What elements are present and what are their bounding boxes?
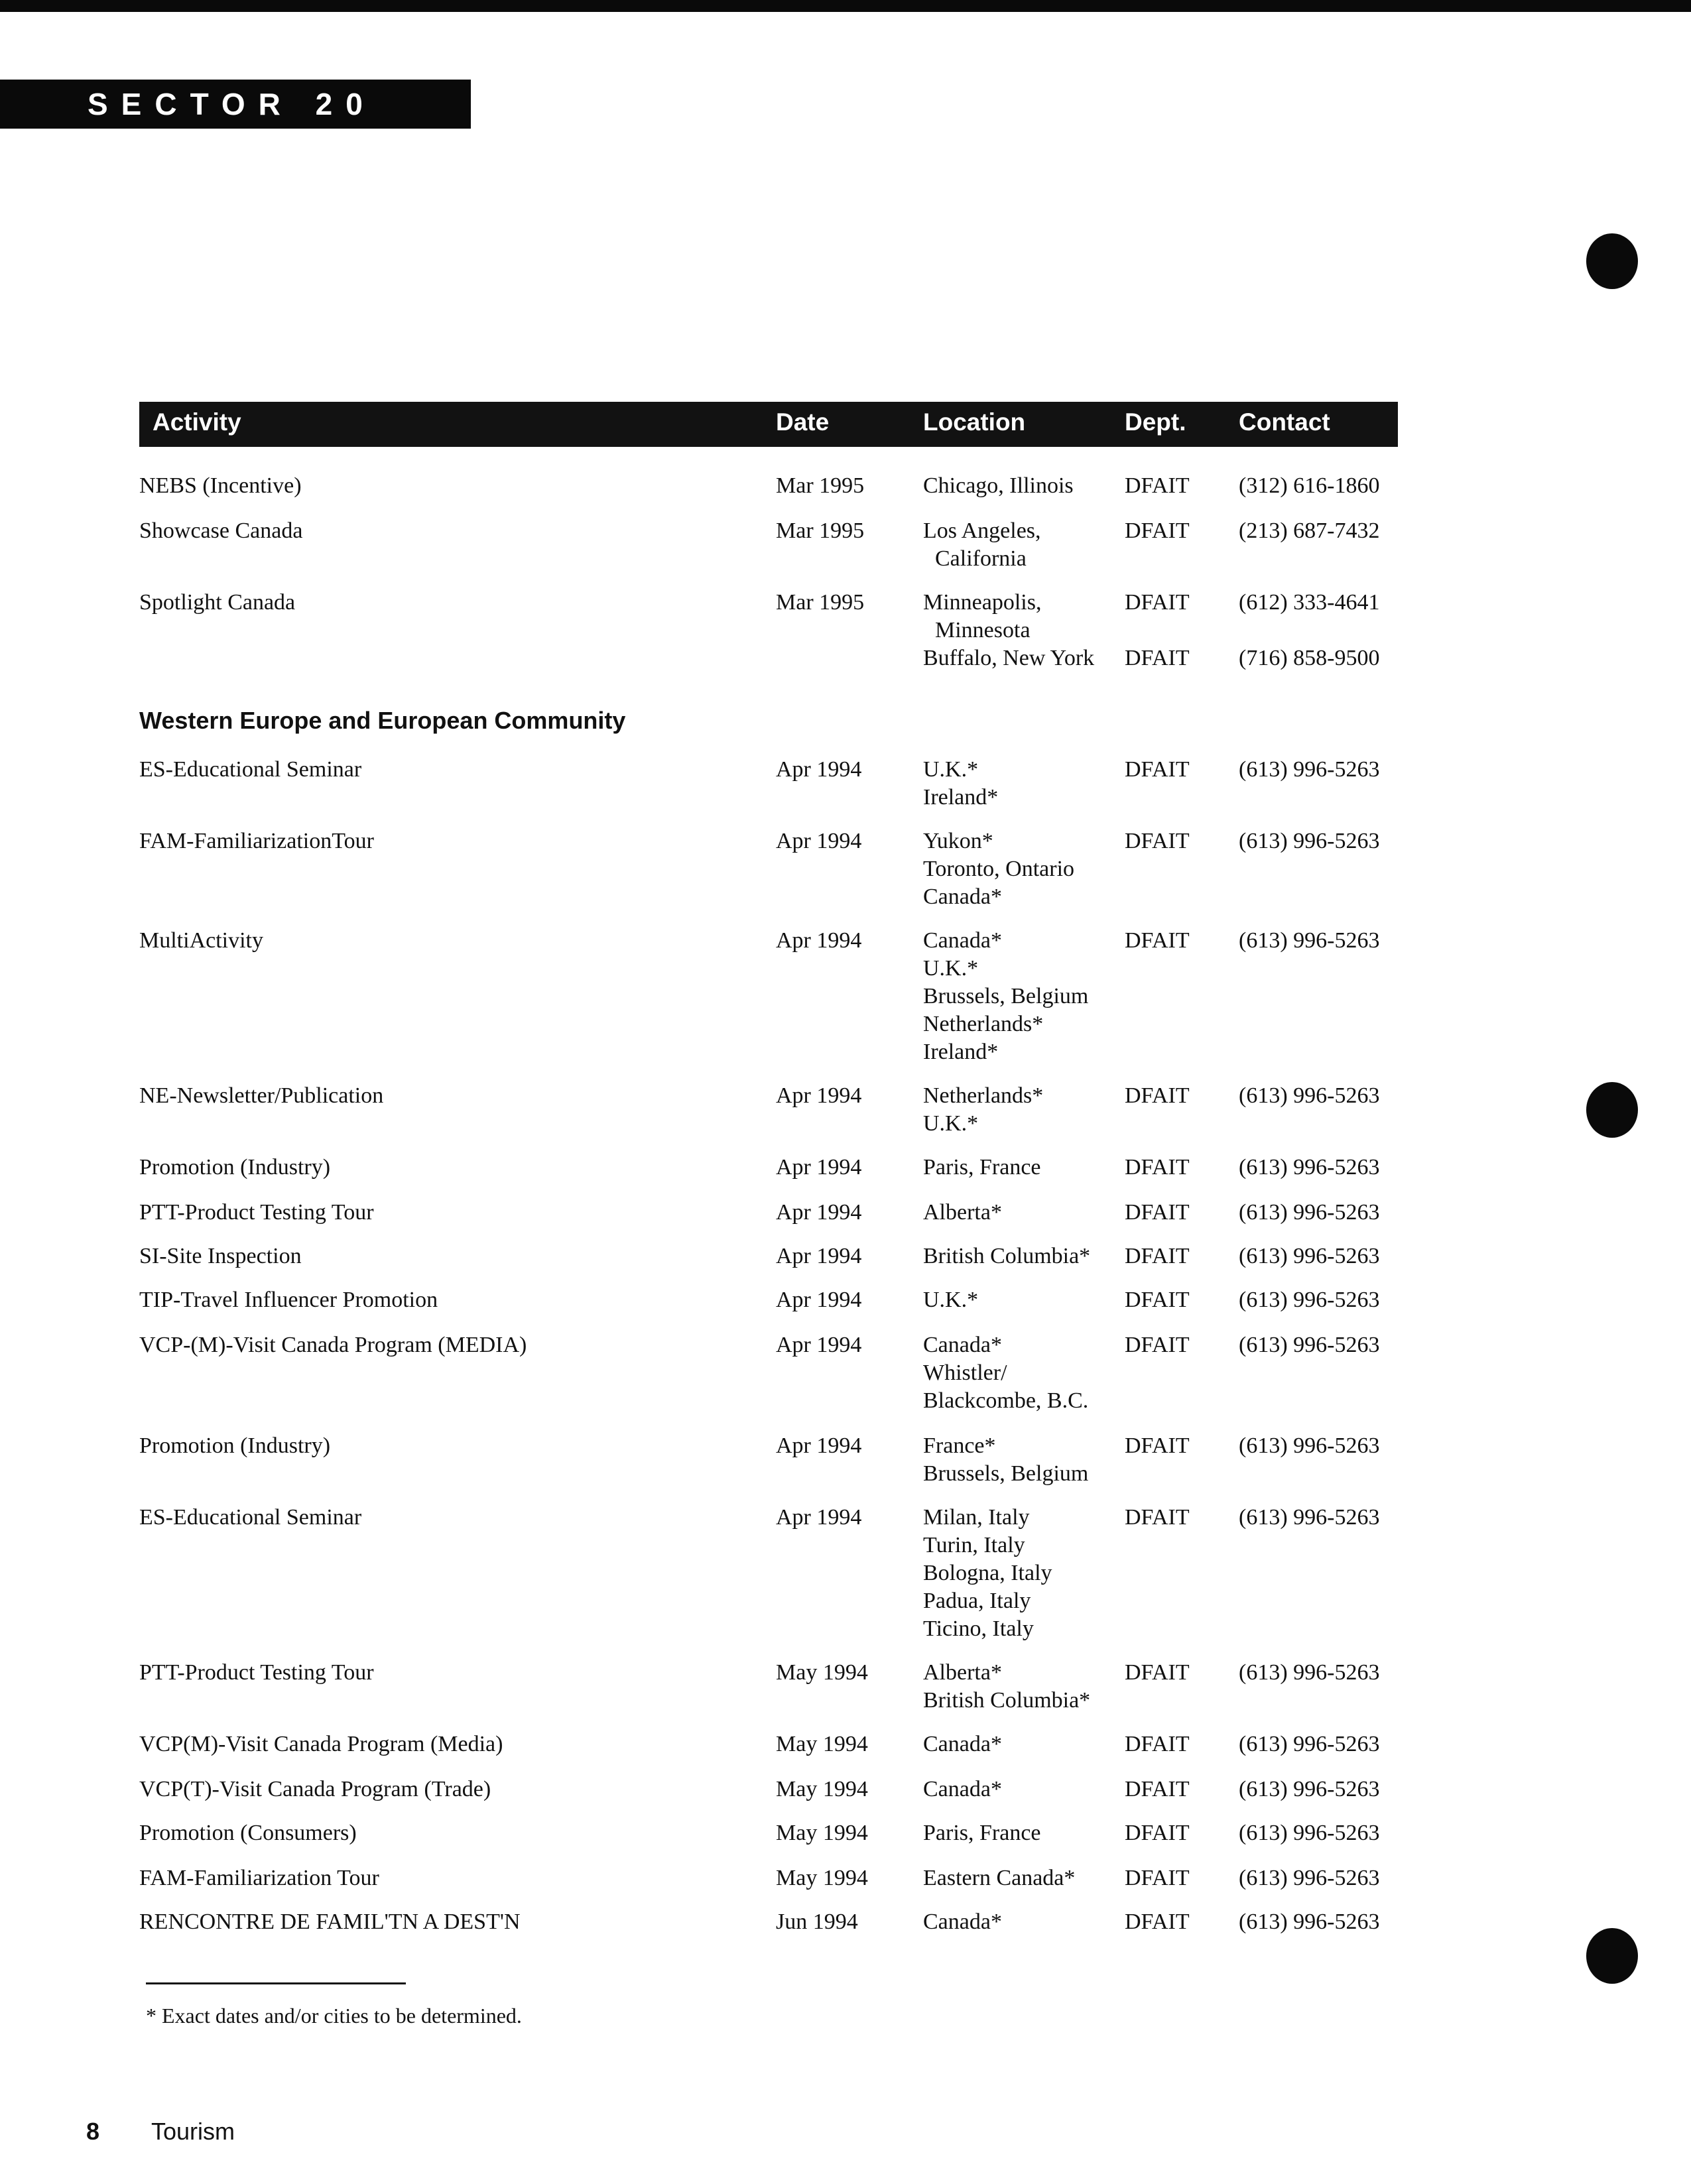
cell-contact: (613) 996-5263 [1239, 1288, 1380, 1312]
cell-dept: DFAIT [1125, 1200, 1190, 1225]
cell-location [923, 1199, 1002, 1227]
cell-contact: (613) 996-5263 [1239, 757, 1380, 782]
location-line: U.K.* [923, 757, 979, 782]
cell-date: Mar 1995 [776, 518, 865, 543]
cell-contact: (613) 996-5263 [1239, 928, 1380, 953]
cell-date: Mar 1995 [776, 590, 865, 615]
location-line: Ireland* [923, 1040, 999, 1064]
cell-date: May 1994 [776, 1821, 868, 1845]
binder-hole [1586, 1082, 1638, 1138]
cell-date: Mar 1995 [776, 473, 865, 498]
cell-activity: SI-Site Inspection [139, 1244, 302, 1268]
location-line: Canada* [923, 1333, 1002, 1357]
cell-dept: DFAIT [1125, 757, 1190, 782]
section-heading: Western Europe and European Community [139, 707, 626, 734]
cell-date: Apr 1994 [776, 1200, 862, 1225]
cell-location [923, 589, 1041, 644]
cell-date: May 1994 [776, 1866, 868, 1890]
cell-date: Apr 1994 [776, 1155, 862, 1180]
cell-dept: DFAIT [1125, 829, 1190, 853]
cell-activity: ES-Educational Seminar [139, 757, 362, 782]
cell-contact: (613) 996-5263 [1239, 1200, 1380, 1225]
running-footer: Tourism [151, 2118, 235, 2145]
location-line: Milan, Italy [923, 1505, 1030, 1530]
cell-date: Apr 1994 [776, 757, 862, 782]
cell-date: May 1994 [776, 1777, 868, 1801]
cell-dept: DFAIT [1125, 1660, 1190, 1685]
location-line: Canada* [923, 1910, 1002, 1934]
cell-dept: DFAIT [1125, 518, 1190, 543]
cell-date: Apr 1994 [776, 1505, 862, 1530]
cell-dept: DFAIT [1125, 1821, 1190, 1845]
cell-activity: VCP(T)-Visit Canada Program (Trade) [139, 1777, 491, 1801]
cell-activity: MultiActivity [139, 928, 263, 953]
location-line: Minneapolis, [923, 590, 1042, 615]
cell-location [923, 1082, 1043, 1138]
cell-dept: DFAIT [1125, 1866, 1190, 1890]
location-line: Toronto, Ontario [923, 857, 1075, 881]
cell-dept: DFAIT [1125, 928, 1190, 953]
cell-dept: DFAIT [1125, 473, 1190, 498]
location-line: Alberta* [923, 1200, 1002, 1225]
location-line: Ticino, Italy [923, 1616, 1034, 1641]
cell-date: Apr 1994 [776, 1244, 862, 1268]
location-line: Netherlands* [923, 1012, 1044, 1036]
cell-activity: PTT-Product Testing Tour [139, 1660, 374, 1685]
location-line: Chicago, Illinois [923, 473, 1074, 498]
cell-activity: NE-Newsletter/Publication [139, 1083, 384, 1108]
cell-location [923, 1864, 1075, 1892]
cell-contact: (613) 996-5263 [1239, 1505, 1380, 1530]
cell-dept: DFAIT [1125, 1155, 1190, 1180]
location-line: Brussels, Belgium [923, 1461, 1089, 1486]
cell-activity: NEBS (Incentive) [139, 473, 302, 498]
cell-location [923, 1331, 1088, 1415]
cell-contact: (613) 996-5263 [1239, 1732, 1380, 1756]
table-header [139, 402, 1398, 447]
location-line: Los Angeles, [923, 518, 1041, 543]
cell-activity: TIP-Travel Influencer Promotion [139, 1288, 438, 1312]
cell-contact: (613) 996-5263 [1239, 1333, 1380, 1357]
cell-contact: (213) 687-7432 [1239, 518, 1380, 543]
location-line: Padua, Italy [923, 1589, 1031, 1613]
cell-contact: (613) 996-5263 [1239, 1155, 1380, 1180]
header-dept: Dept. [1125, 408, 1186, 436]
cell-location [923, 1243, 1090, 1270]
cell-date: May 1994 [776, 1660, 868, 1685]
cell-location [923, 472, 1074, 500]
location-line: Canada* [923, 1732, 1002, 1756]
cell-contact: (613) 996-5263 [1239, 1821, 1380, 1845]
header-activity: Activity [153, 408, 241, 436]
location-line: British Columbia* [923, 1688, 1091, 1713]
cell-dept: DFAIT [1125, 1910, 1190, 1934]
location-line: Minnesota [935, 618, 1031, 642]
location-line: Alberta* [923, 1660, 1002, 1685]
cell-date: Apr 1994 [776, 829, 862, 853]
cell-location [923, 1908, 1002, 1936]
cell-location [923, 644, 1094, 672]
location-line: Ireland* [923, 785, 999, 810]
cell-contact: (613) 996-5263 [1239, 1777, 1380, 1801]
location-line: Canada* [923, 1777, 1002, 1801]
cell-activity: Showcase Canada [139, 518, 303, 543]
header-date: Date [776, 408, 830, 436]
cell-contact: (613) 996-5263 [1239, 1866, 1380, 1890]
cell-activity: Promotion (Consumers) [139, 1821, 357, 1845]
cell-dept: DFAIT [1125, 646, 1190, 670]
cell-date: Jun 1994 [776, 1910, 858, 1934]
cell-contact: (716) 858-9500 [1239, 646, 1380, 670]
top-rule [0, 0, 1691, 12]
cell-dept: DFAIT [1125, 1777, 1190, 1801]
location-line: Paris, France [923, 1155, 1041, 1180]
location-line: Eastern Canada* [923, 1866, 1076, 1890]
cell-dept: DFAIT [1125, 1333, 1190, 1357]
footnote-rule [146, 1982, 406, 1984]
cell-contact: (613) 996-5263 [1239, 1433, 1380, 1458]
cell-contact: (612) 333-4641 [1239, 590, 1380, 615]
cell-location [923, 756, 998, 812]
location-line: California [935, 546, 1027, 571]
cell-date: Apr 1994 [776, 928, 862, 953]
cell-dept: DFAIT [1125, 1732, 1190, 1756]
footnote: * Exact dates and/or cities to be determined. [146, 2004, 522, 2028]
cell-date: Apr 1994 [776, 1083, 862, 1108]
cell-dept: DFAIT [1125, 590, 1190, 615]
location-line: Canada* [923, 884, 1002, 909]
cell-location [923, 1730, 1002, 1758]
cell-date: May 1994 [776, 1732, 868, 1756]
cell-activity: FAM-Familiarization Tour [139, 1866, 379, 1890]
location-line: Blackcombe, B.C. [923, 1388, 1089, 1413]
cell-location [923, 517, 1041, 573]
cell-contact: (613) 996-5263 [1239, 1083, 1380, 1108]
cell-location [923, 1819, 1041, 1847]
binder-hole [1586, 233, 1638, 289]
page-number: 8 [86, 2118, 100, 2145]
cell-contact: (613) 996-5263 [1239, 829, 1380, 853]
binder-hole [1586, 1928, 1638, 1984]
cell-dept: DFAIT [1125, 1433, 1190, 1458]
cell-activity: RENCONTRE DE FAMIL'TN A DEST'N [139, 1910, 521, 1934]
cell-contact: (613) 996-5263 [1239, 1244, 1380, 1268]
location-line: British Columbia* [923, 1244, 1091, 1268]
location-line: France* [923, 1433, 996, 1458]
cell-activity: Spotlight Canada [139, 590, 296, 615]
location-line: U.K.* [923, 1111, 979, 1136]
location-line: Bologna, Italy [923, 1561, 1052, 1585]
location-line: Buffalo, New York [923, 646, 1095, 670]
cell-location [923, 827, 1074, 911]
cell-activity: FAM-FamiliarizationTour [139, 829, 374, 853]
location-line: Whistler/ [923, 1361, 1007, 1385]
cell-dept: DFAIT [1125, 1288, 1190, 1312]
cell-dept: DFAIT [1125, 1083, 1190, 1108]
location-line: Turin, Italy [923, 1533, 1025, 1557]
cell-date: Apr 1994 [776, 1288, 862, 1312]
cell-location [923, 1776, 1002, 1803]
location-line: Paris, France [923, 1821, 1041, 1845]
cell-contact: (613) 996-5263 [1239, 1660, 1380, 1685]
cell-activity: Promotion (Industry) [139, 1433, 331, 1458]
location-line: U.K.* [923, 1288, 979, 1312]
cell-location [923, 1659, 1090, 1715]
location-line: U.K.* [923, 956, 979, 981]
cell-activity: PTT-Product Testing Tour [139, 1200, 374, 1225]
cell-activity: ES-Educational Seminar [139, 1505, 362, 1530]
location-line: Netherlands* [923, 1083, 1044, 1108]
cell-date: Apr 1994 [776, 1433, 862, 1458]
header-contact: Contact [1239, 408, 1330, 436]
cell-activity: VCP(M)-Visit Canada Program (Media) [139, 1732, 503, 1756]
cell-dept: DFAIT [1125, 1505, 1190, 1530]
cell-location [923, 1504, 1052, 1643]
cell-activity: VCP-(M)-Visit Canada Program (MEDIA) [139, 1333, 527, 1357]
sector-tab: SECTOR 20 [0, 80, 471, 129]
cell-dept: DFAIT [1125, 1244, 1190, 1268]
cell-location [923, 1154, 1041, 1182]
location-line: Yukon* [923, 829, 993, 853]
cell-location [923, 1286, 978, 1314]
cell-activity: Promotion (Industry) [139, 1155, 331, 1180]
cell-location [923, 927, 1088, 1066]
cell-contact: (613) 996-5263 [1239, 1910, 1380, 1934]
header-location: Location [923, 408, 1026, 436]
cell-contact: (312) 616-1860 [1239, 473, 1380, 498]
cell-location [923, 1432, 1088, 1488]
location-line: Brussels, Belgium [923, 984, 1089, 1008]
location-line: Canada* [923, 928, 1002, 953]
cell-date: Apr 1994 [776, 1333, 862, 1357]
